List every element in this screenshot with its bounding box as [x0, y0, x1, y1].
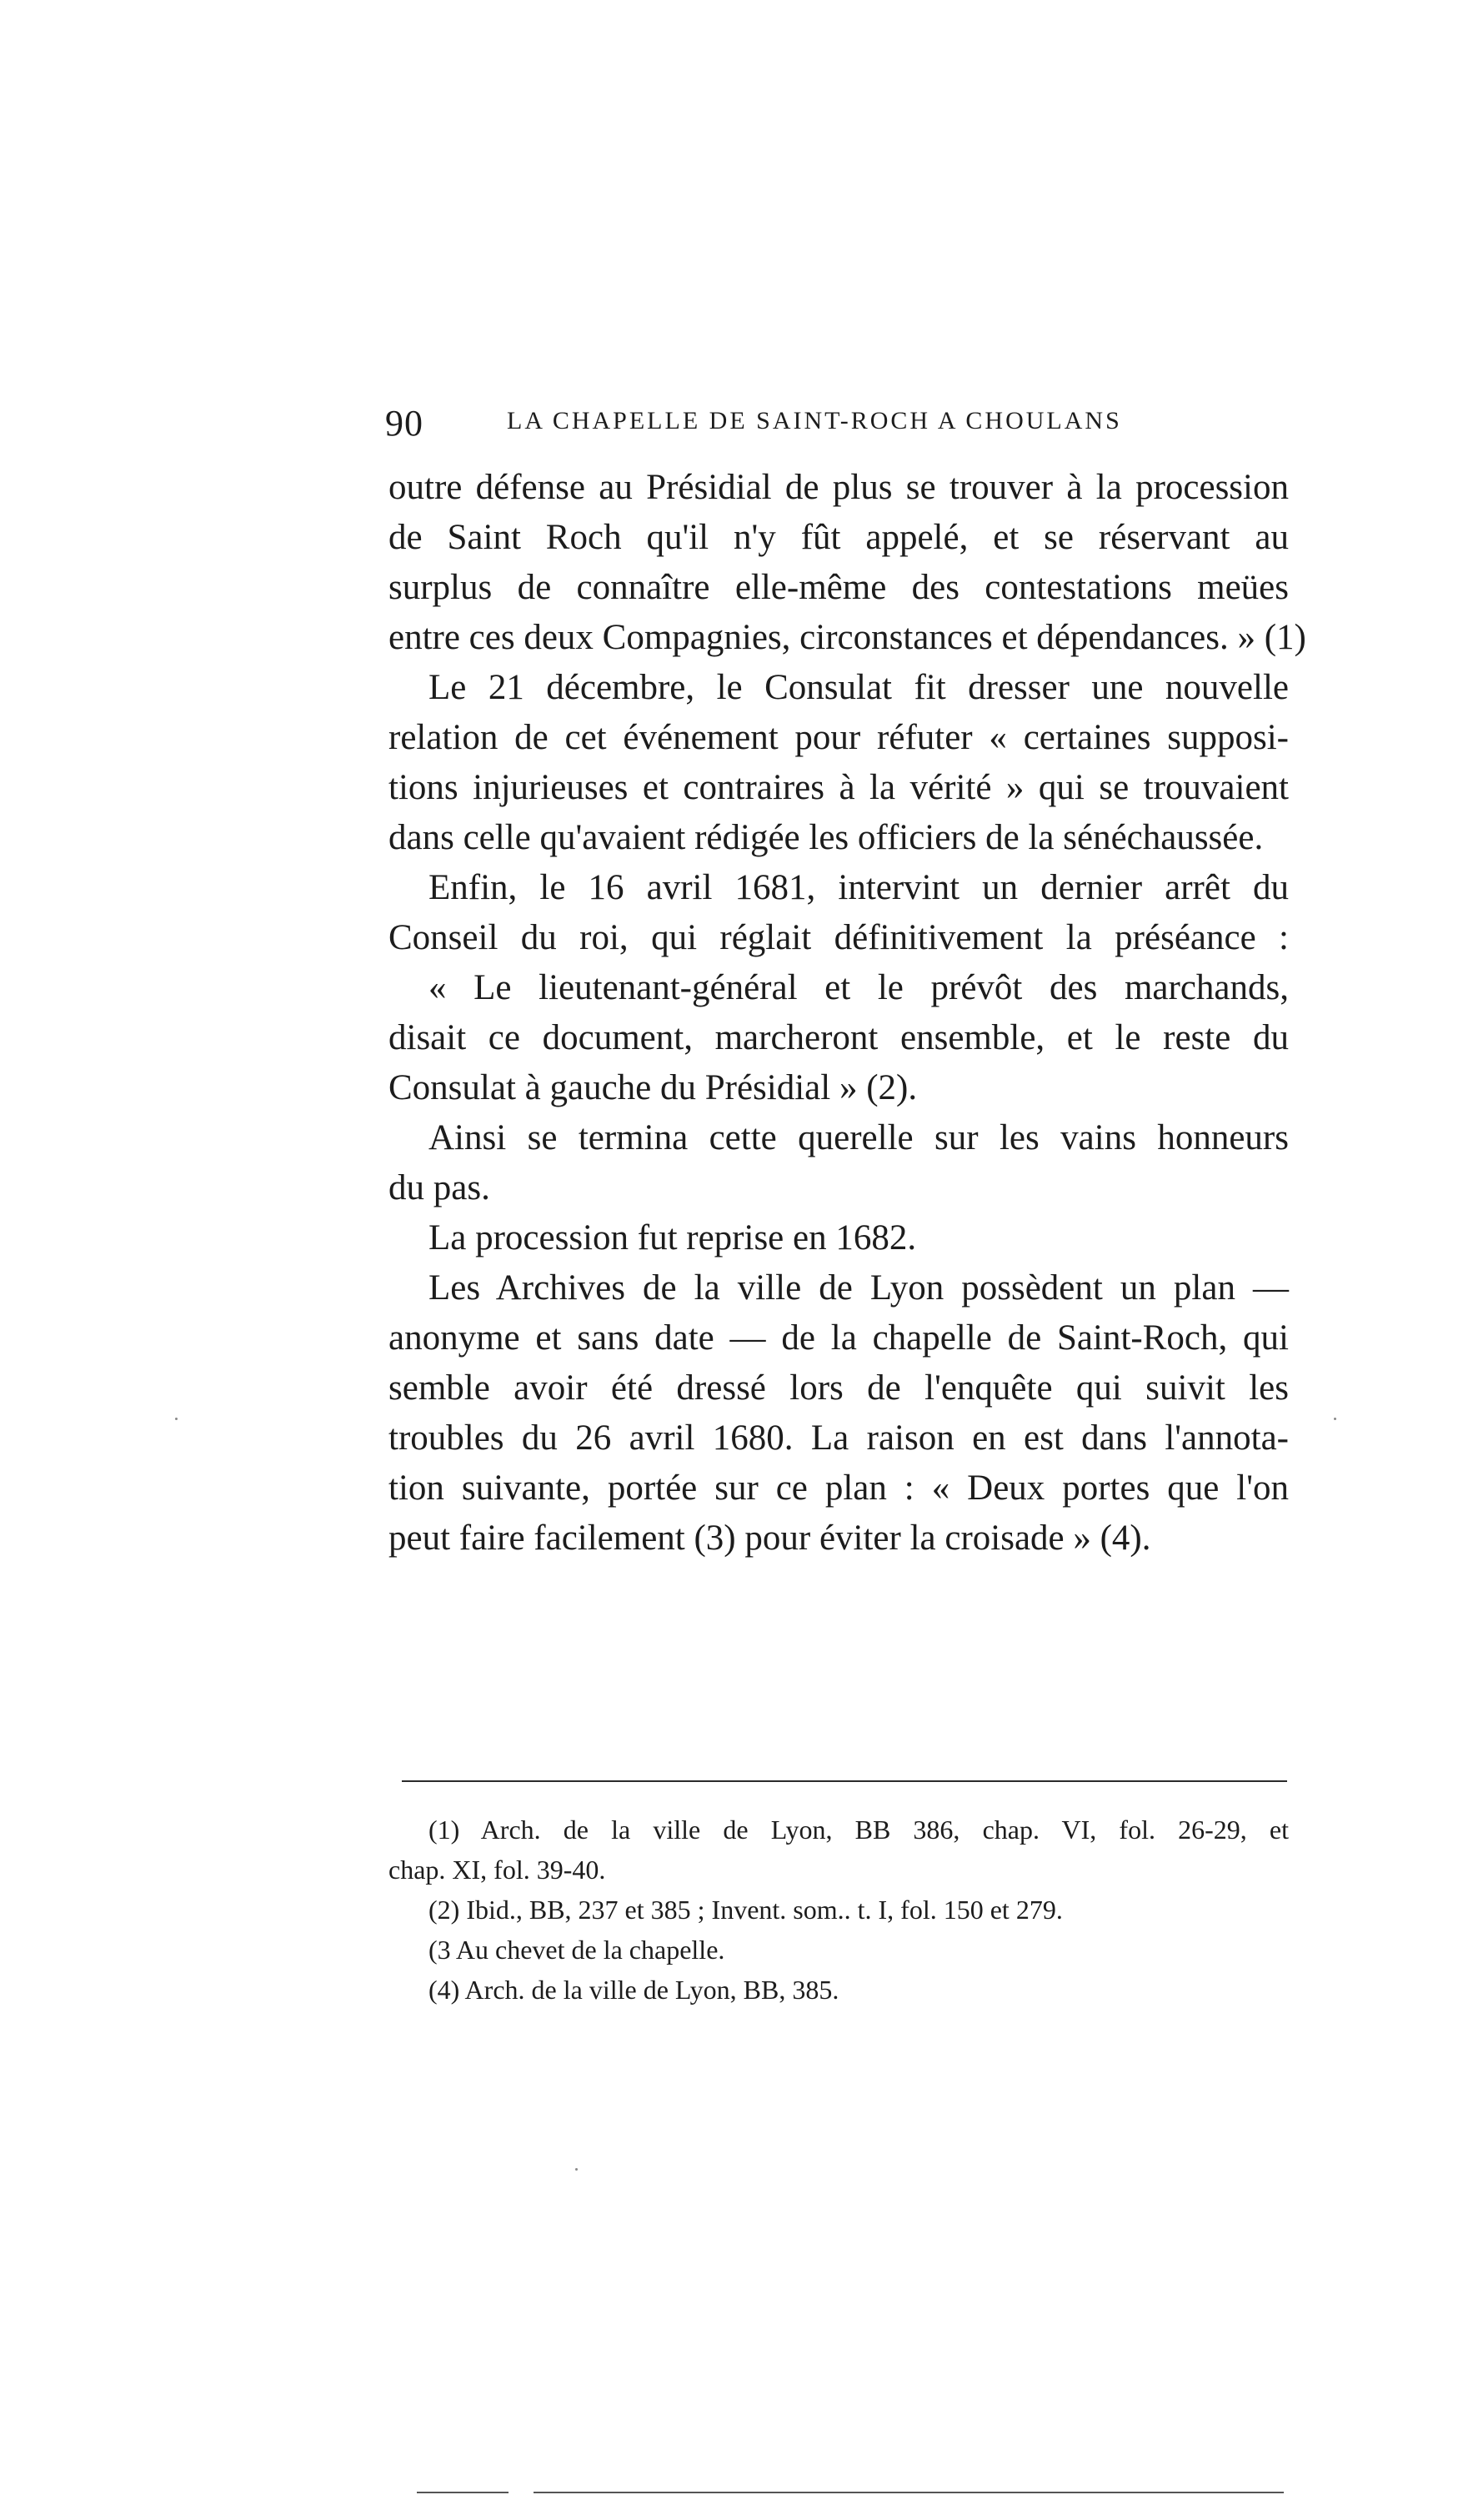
- text-line: La procession fut reprise en 1682.: [428, 1218, 917, 1257]
- text-line: dans celle qu'avaient rédigée les officiers de la sénéchaussée.: [388, 818, 1264, 857]
- text-line: relation de cet événement pour réfuter « certaines supposi-: [388, 718, 1289, 757]
- text-line: semble avoir été dressé lors de l'enquête qui suivit les: [388, 1368, 1289, 1408]
- body-text: [388, 463, 1306, 1564]
- text-line: Ainsi se termina cette querelle sur les vains honneurs: [428, 1118, 1289, 1157]
- text-line: troubles du 26 avril 1680. La raison en est dans l'annota-: [388, 1418, 1289, 1458]
- text-line: disait ce document, marcheront ensemble, et le reste du: [388, 1018, 1289, 1057]
- text-line: peut faire facilement (3) pour éviter la croisade » (4).: [388, 1519, 1151, 1558]
- footnote-line: (4) Arch. de la ville de Lyon, BB, 385.: [428, 1975, 839, 2005]
- footnote-line: (3 Au chevet de la chapelle.: [428, 1935, 725, 1965]
- text-line: tions injurieuses et contraires à la vérité » qui se trouvaient: [388, 768, 1289, 807]
- text-line: Conseil du roi, qui réglait définitivement la préséance :: [388, 918, 1289, 957]
- bottom-edge-mark: [417, 2492, 509, 2493]
- text-line: « Le lieutenant-général et le prévôt des marchands,: [428, 968, 1289, 1007]
- footnote-line: (2) Ibid., BB, 237 et 385 ; Invent. som.. t. I, fol. 150 et 279.: [428, 1895, 1063, 1925]
- footnote-line: chap. XI, fol. 39-40.: [388, 1855, 606, 1885]
- text-line: anonyme et sans date — de la chapelle de Saint-Roch, qui: [388, 1318, 1289, 1358]
- text-line: Enfin, le 16 avril 1681, intervint un dernier arrêt du: [428, 868, 1289, 907]
- text-line: outre défense au Présidial de plus se trouver à la procession: [388, 468, 1289, 507]
- page-header: [385, 402, 1290, 452]
- text-line: Consulat à gauche du Présidial » (2).: [388, 1068, 918, 1107]
- footnote-line: (1) Arch. de la ville de Lyon, BB 386, chap. VI, fol. 26-29, et: [428, 1815, 1289, 1845]
- text-line: du pas.: [388, 1168, 490, 1207]
- paper-speck: [175, 1418, 178, 1420]
- text-line: surplus de connaître elle-même des contestations meües: [388, 568, 1289, 607]
- text-line: de Saint Roch qu'il n'y fût appelé, et se réservant au: [388, 518, 1289, 557]
- text-line: Les Archives de la ville de Lyon possèdent un plan —: [428, 1268, 1289, 1308]
- footnote-separator: [402, 1780, 1287, 1782]
- text-line: entre ces deux Compagnies, circonstances et dépendances. » (1): [388, 618, 1306, 657]
- bottom-edge-line: [534, 2492, 1284, 2493]
- footnotes: [388, 1810, 1289, 2010]
- running-title: LA CHAPELLE DE SAINT-ROCH A CHOULANS: [507, 407, 1122, 434]
- paper-speck: [1334, 1418, 1336, 1420]
- text-line: Le 21 décembre, le Consulat fit dresser une nouvelle: [428, 668, 1289, 707]
- text-line: tion suivante, portée sur ce plan : « Deux portes que l'on: [388, 1468, 1289, 1508]
- page-number: 90: [385, 403, 423, 444]
- paper-speck: [575, 2168, 578, 2171]
